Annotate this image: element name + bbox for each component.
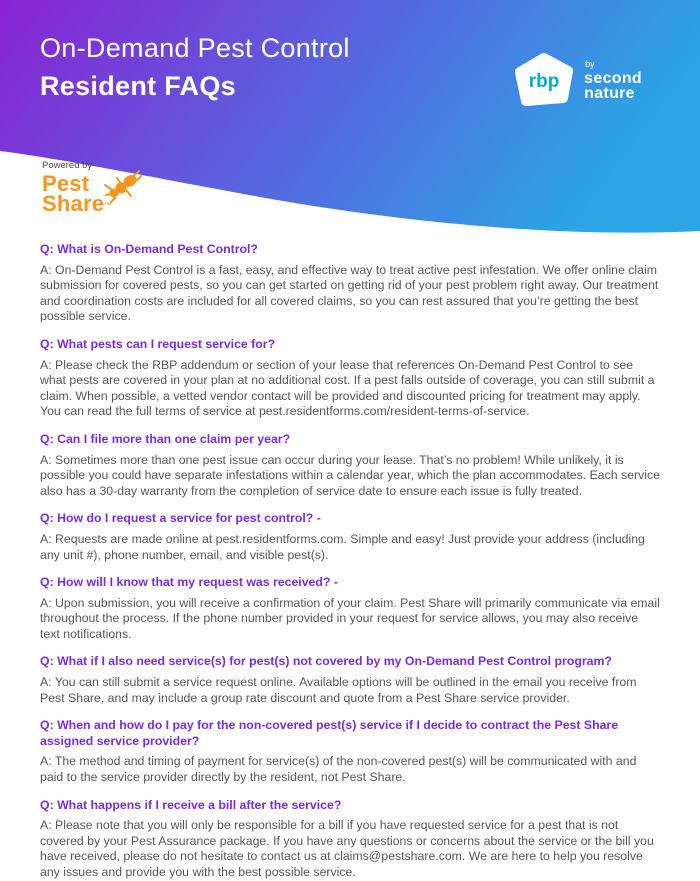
- faq-list: [40, 238, 660, 881]
- pestshare-word-share: Share™: [42, 191, 113, 216]
- powered-by-label: Powered by: [42, 160, 93, 171]
- faq-item: [40, 798, 660, 881]
- faq-question: Q: How will I know that my request was received? -: [40, 575, 338, 590]
- faq-item: [40, 718, 660, 785]
- faq-answer: A: Please check the RBP addendum or section of your lease that references On-Demand Pest Control to see what pests are covered in your plan at no additional cost. If a pest falls outside of coverage, you can still submit a claim. When possible, a vetted vendor contact will be provided and discounted pricing for treatment may apply. You can read the full terms of service at pest.residentforms.com/resident-terms-of-service.: [40, 357, 655, 419]
- faq-question: Q: What if I also need service(s) for pest(s) not covered by my On-Demand Pest Control program?: [40, 654, 612, 669]
- faq-answer: A: The method and timing of payment for service(s) of the non-covered pest(s) will be communicated with and paid to the service provider directly by the resident, not Pest Share.: [40, 754, 637, 785]
- pest-bug-icon: [104, 169, 142, 203]
- page-subtitle: Resident FAQs: [40, 71, 236, 101]
- faq-answer: A: You can still submit a service request online. Available options will be outlined in the email you receive from Pest Share, and may include a group rate discount and quote from a Pest Share service provider.: [40, 675, 637, 705]
- faq-question: Q: What happens if I receive a bill after the service?: [40, 797, 342, 812]
- faq-answer: A: Requests are made online at pest.residentforms.com. Simple and easy! Just provide your address (including any unit #), phone number, email, and visible pest(s).: [40, 531, 645, 562]
- faq-answer: A: Please note that you will only be responsible for a bill if you have requested service for a pest that is not covered by your Pest Assurance package. If you have any questions or concerns about the service or the bill you have received, please do not hesitate to contact us at claims@pestshare.com. We are here to help you resolve any issues and provide you with the best possible service.: [40, 818, 654, 879]
- faq-question: Q: Can I file more than one claim per year?: [40, 431, 291, 446]
- faq-question: Q: What is On-Demand Pest Control?: [40, 242, 258, 256]
- by-label: by: [585, 58, 595, 69]
- faq-item: [40, 432, 660, 499]
- svg-text:rbp: rbp: [528, 71, 560, 92]
- faq-item: [40, 242, 660, 325]
- faq-item: [40, 654, 660, 706]
- trademark-symbol: ™: [104, 201, 113, 210]
- page-title: On-Demand Pest Control: [40, 33, 350, 63]
- faq-answer: A: On-Demand Pest Control is a fast, easy, and effective way to treat active pest infestation. We offer online claim submission for covered pests, so you can get started on getting rid of your pest problem right away. Our treatment and coordination costs are included for all covered claims, so you can rest assured that you’re getting the best possible service.: [40, 262, 659, 324]
- faq-item: [40, 575, 660, 642]
- brand-word-second: second: [584, 69, 642, 87]
- brand-lockup: [513, 52, 642, 108]
- pestshare-word-pest: Pest: [42, 171, 90, 196]
- faq-item: [40, 337, 660, 420]
- pestshare-logo: [42, 160, 162, 214]
- faq-answer: A: Upon submission, you will receive a confirmation of your claim. Pest Share will primarily communicate via email throughout the process. If the phone number provided in your request for service allows, you may also receive text notifications.: [40, 595, 660, 641]
- brand-word-nature: nature: [584, 84, 635, 102]
- header-titles: [40, 33, 350, 102]
- faq-question: Q: When and how do I pay for the non-covered pest(s) service if I decide to contract the Pest Share assigned service provider?: [40, 718, 619, 748]
- faq-answer: A: Sometimes more than one pest issue can occur during your lease. That’s no problem! While unlikely, it is possible you could have separate infestations within a calendar year, which the plan accommodates. Each service also has a 30-day warranty from the completion of service date to ensure each issue is fully treated.: [40, 452, 660, 498]
- faq-question: Q: How do I request a service for pest control? -: [40, 511, 321, 526]
- faq-item: [40, 511, 660, 563]
- rbp-logo-icon: [513, 52, 575, 108]
- faq-question: Q: What pests can I request service for?: [40, 336, 276, 351]
- second-nature-wordmark: [584, 60, 642, 101]
